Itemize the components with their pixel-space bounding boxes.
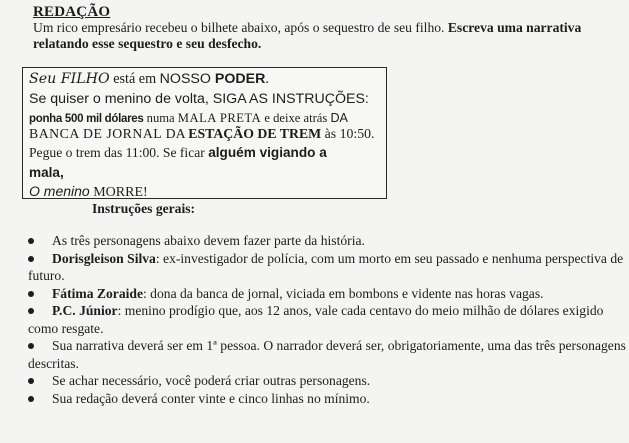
note-line-1 xyxy=(29,71,269,88)
instructions-list xyxy=(28,232,628,407)
bullet-icon xyxy=(28,396,34,402)
note-text: . xyxy=(265,71,269,87)
instructions-heading: Instruções gerais: xyxy=(92,201,196,216)
note-text: ponha 500 mil dólares xyxy=(29,113,144,125)
note-text: MALA PRETA xyxy=(177,111,262,125)
note-text: DA xyxy=(330,111,348,125)
note-text: BANCA DE JORNAL xyxy=(29,126,166,141)
prompt-instruction: Escreva uma narrativa relatando esse sequestro e seu desfecho. xyxy=(33,20,582,51)
bullet-icon xyxy=(28,256,34,262)
note-text: alguém vigiando a xyxy=(208,145,327,160)
note-text: Seu FILHO xyxy=(29,71,110,87)
ransom-note xyxy=(22,67,387,199)
bullet-icon xyxy=(28,291,34,297)
note-line-4 xyxy=(29,126,374,142)
note-line-2: Se quiser o menino de volta, SIGA AS INSTRUÇÕES: xyxy=(29,91,369,107)
note-text: Pegue o trem das 11:00. Se ficar xyxy=(29,145,209,160)
note-text: NOSSO xyxy=(159,71,215,87)
note-line-7 xyxy=(29,183,148,201)
page-title: REDAÇÃO xyxy=(33,4,111,20)
list-item xyxy=(28,302,628,337)
bullet-icon xyxy=(28,378,34,384)
item-text: : dona da banca de jornal, viciada em bombons e vidente nas horas vagas. xyxy=(143,285,544,301)
list-item xyxy=(28,390,628,408)
note-text: MORRE! xyxy=(89,185,148,200)
item-text: : menino prodígio que, aos 12 anos, vale cada centavo do meio milhão de dólares exigido como resgate. xyxy=(28,303,604,336)
list-item xyxy=(28,232,628,250)
item-bold: P.C. Júnior xyxy=(52,303,118,318)
item-text: As três personagens abaixo devem fazer parte da história. xyxy=(52,233,365,248)
assignment-prompt xyxy=(33,20,618,52)
note-text: ESTAÇÃO DE TREM xyxy=(188,126,322,141)
list-item xyxy=(28,250,628,285)
list-item xyxy=(28,372,628,390)
item-text: Sua narrativa deverá ser em 1ª pessoa. O narrador deverá ser, obrigatoriamente, uma das três personagens descritas. xyxy=(28,338,626,371)
bullet-icon xyxy=(28,238,34,244)
item-text: Sua redação deverá conter vinte e cinco linhas no mínimo. xyxy=(52,390,370,406)
item-text: Se achar necessário, você poderá criar outras personagens. xyxy=(52,373,371,388)
bullet-icon xyxy=(28,343,34,349)
note-text: está em xyxy=(109,71,160,87)
list-item xyxy=(28,285,628,303)
bullet-icon xyxy=(28,308,34,314)
list-item xyxy=(28,337,628,372)
note-text: numa xyxy=(143,111,178,125)
note-text: O menino xyxy=(29,183,90,199)
note-text: PODER xyxy=(214,71,266,87)
note-text: às 10:50. xyxy=(321,126,375,141)
note-line-5 xyxy=(29,145,327,161)
note-text: DA xyxy=(165,126,189,141)
item-text: : ex-investigador de polícia, com um morto em seu passado e nenhuma perspectiva de futuro. xyxy=(28,250,624,283)
note-text: e deixe atrás xyxy=(261,111,331,125)
note-line-6: mala, xyxy=(29,165,64,180)
note-line-3 xyxy=(29,111,348,126)
item-bold: Dorisgleison Silva xyxy=(52,250,156,266)
prompt-text: Um rico empresário recebeu o bilhete abaixo, após o sequestro de seu filho. xyxy=(33,20,448,35)
item-bold: Fátima Zoraide xyxy=(52,285,143,301)
